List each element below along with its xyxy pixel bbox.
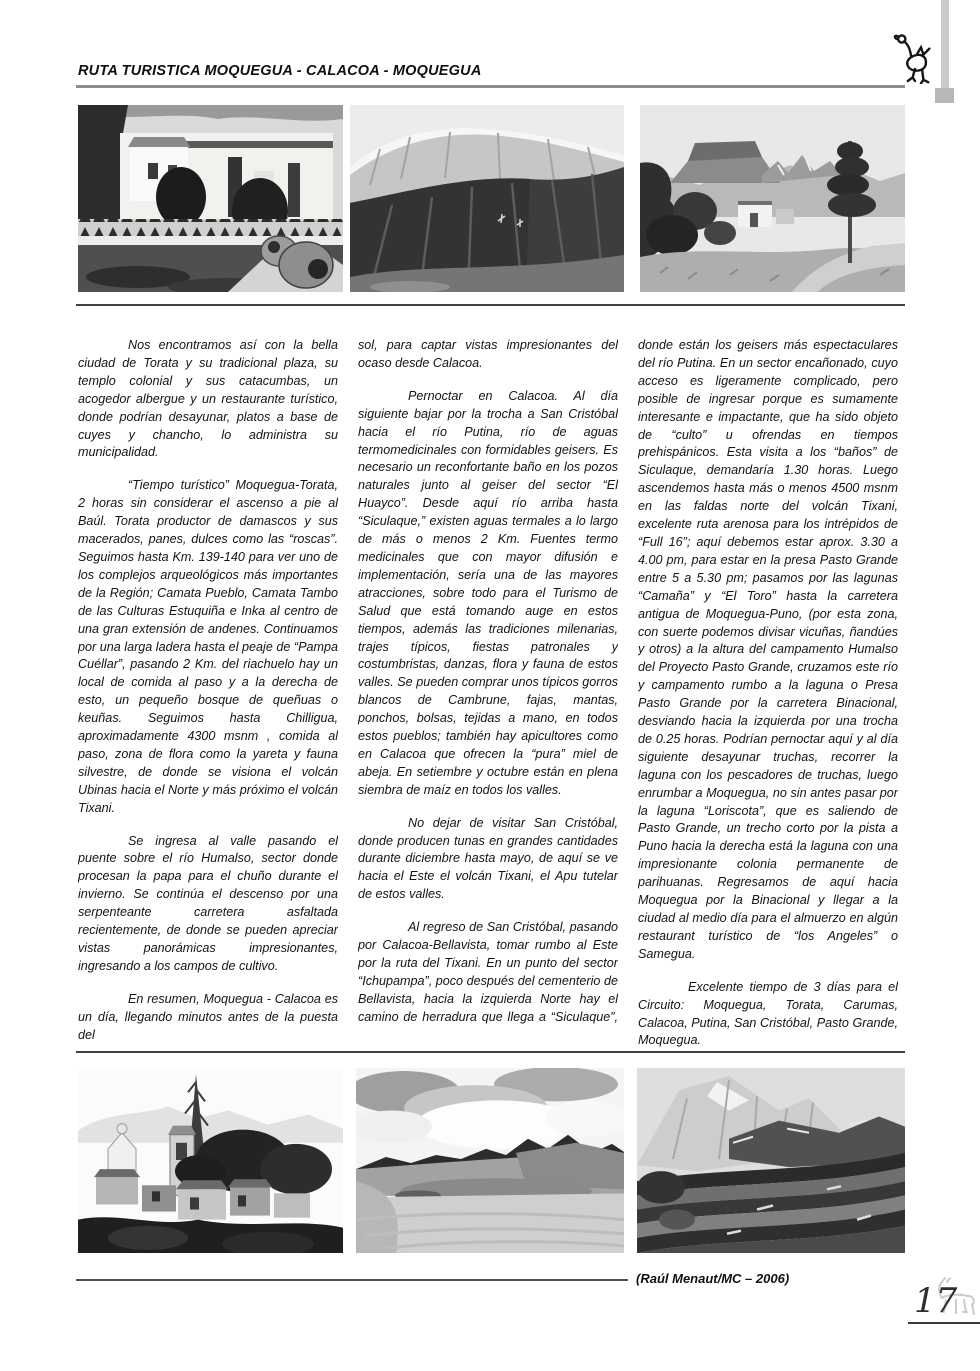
article-column-1	[78, 337, 338, 1047]
photo-valley-landscape	[640, 105, 905, 292]
photo-strip-bottom	[78, 1068, 905, 1253]
article-body	[78, 337, 902, 1047]
page-title: RUTA TURISTICA MOQUEGUA - CALACOA - MOQUEGUA	[78, 63, 482, 79]
article-column-2	[358, 337, 618, 1047]
page-number-rule	[908, 1322, 980, 1324]
photo-credit: (Raúl Menaut/MC – 2006)	[636, 1271, 790, 1286]
paragraph: En resumen, Moquegua - Calacoa es un día, llegando minutos antes de la puesta del	[78, 991, 338, 1042]
petroglyph-bird-icon	[891, 30, 939, 84]
header-rule	[76, 85, 905, 88]
bookmark-ribbon-end	[935, 88, 954, 103]
section-divider	[76, 304, 905, 306]
photo-strip-top	[78, 105, 905, 292]
paragraph: Excelente tiempo de 3 días para el Circuito: Moquegua, Torata, Carumas, Calacoa, Putina, San Cristóbal, Pasto Grande, Moquegua.	[638, 979, 898, 1047]
bookmark-ribbon	[941, 0, 949, 90]
paragraph: sol, para captar vistas impresionantes del ocaso desde Calacoa.	[358, 338, 618, 370]
paragraph: Pernoctar en Calacoa. Al día siguiente bajar por la trocha a San Cristóbal hacia el río Putina, río de aguas termomedicinales con formidables geisers. Es necesario un reconfortante baño en los pozos naturales junto al geiser del sector “El Huayco”. Desde aquí río arriba hasta “Siculaque,” existen aguas termales a lo largo de más o menos 2 Km. Fuentes termo medicinales que con mayor difusión e implementación, sería una de las mayores atracciones, sobre todo para el Turismo de Salud que está tomando auge en estos tiempos, además las tradiciones milenarias, trajes típicos, fiestas patronales y costumbristas, danzas, flora y fauna de estos valles. Se pueden comprar unos típicos gorros blancos de Cambrune, fajas, mantas, ponchos, bolsas, tejidas a mano, en todos estos pueblos; también hay apicultores como en Calacoa que ofrecen la “pura” miel de abeja. En setiembre y octubre están en plena siembra de maíz en todos los valles.	[358, 388, 618, 797]
photo-terraced-hillside	[637, 1068, 905, 1253]
paragraph: No dejar de visitar San Cristóbal, donde producen tunas en grandes cantidades durante diciembre hasta mayo, de aquí se ve hacia el Este el volcán Tixani, el Apu tutelar de estos valles.	[358, 815, 618, 902]
photo-town-plaza	[78, 105, 343, 292]
photo-andean-lagoon	[356, 1068, 624, 1253]
paragraph: donde están los geisers más espectaculares del río Putina. En un sector encañonado, cuyo acceso es ligeramente complicado, pero posible de ingresar porque es sumamente interesante e impactante, que ha sido objeto de “culto” u ofrendas en tiempos prehispánicos. Esta visita a los “baños” de Siculaque, demandaría 1.30 horas. Luego ascendemos hasta más o menos 4500 msnm en las faldas norte del volcán Tixani, excelente ruta arenosa para los intrépidos de “Full 16”; aquí debemos estar aprox. 3.30 a 4.00 pm, para estar en la presa Pasto Grande entre 5 a 5.30 pm; pasamos por las lagunas “Camaña” y “El Toro” hasta la carretera antigua de Moquegua-Puno, (por esta zona, con suerte podemos divisar vicuñas, ñandúes y otros) a la altura del campamento Humalso del Proyecto Pasto Grande, cruzamos este río y campamento rumbo a la laguna o Presa Pasto Grande por la carretera Binacional, desviando hacia la izquierda por una trocha de 0.25 horas. Podrían pernoctar aquí y al día siguiente desayunar truchas, recorrer la laguna con los pescadores de truchas, luego enrumbar a Moquegua, no sin antes pasar por la laguna “Loriscota”, que es saliendo de Pasto Grande, un trecho corto por la pista a Puno hacia la derecha está la laguna con una impresionante colonia permanente de parihuanas. Regresamos de aquí hacia Moquegua por la Binacional y llegar a la ciudad al medio día para el almuerzo en algún restaurant turístico de “los Angeles” o Samegua.	[638, 338, 898, 961]
paragraph: Al regreso de San Cristóbal, pasando por Calacoa-Bellavista, tomar rumbo al Este por la ruta del Tixani. En un punto del sector “Ichupampa”, poco después del cementerio de Bellavista, hacia la izquierda Norte hay el camino de herradura que llega a “Siculaque”,	[358, 920, 618, 1024]
credit-rule	[76, 1279, 628, 1281]
paragraph: Se ingresa al valle pasando el puente sobre el río Humalso, sector donde procesan la papa para el chuño durante el invierno. Se continúa el descenso por una serpenteante carretera asfaltada recientemente, de donde se pueden apreciar vistas panorámicas impresionantes, ingresando a los campos de cultivo.	[78, 833, 338, 973]
page-number: 17	[914, 1281, 958, 1321]
photo-village-church	[78, 1068, 343, 1253]
paragraph: Nos encontramos así con la bella ciudad de Torata y su tradicional plaza, su templo colonial y sus catacumbas, un acogedor albergue y un restaurante turístico, donde podrían desayunar, platos a base de cuyes y chancho, lo administra su municipalidad.	[78, 338, 338, 460]
section-divider	[76, 1051, 905, 1053]
paragraph: “Tiempo turístico” Moquegua-Torata, 2 horas sin considerar el ascenso a pie al Baúl. Torata productor de damascos y sus macerados, panes, dulces como las “roscas”. Seguimos hasta Km. 139-140 para ver uno de los complejos arqueológicos más importantes de la Región; Camata Pueblo, Camata Tambo de las Culturas Estuquiña e Inka al centro de una gran extensión de andenes. Continuamos por una larga ladera hasta el peaje de “Pampa Cuéllar”, pasando 2 Km. del riachuelo hay un local de comida al paso y a la derecha de esto, un pequeño bosque de queñuas o keuñas. Seguimos hasta Chilligua, aproximadamente 4300 msnm , comida al paso, zona de flora como la yareta y fauna silvestre, de donde se visiona el volcán Ubinas hacia el Norte y más próximo el volcán Tixani.	[78, 478, 338, 815]
article-column-3	[638, 337, 898, 1047]
photo-mountain-slope	[350, 105, 624, 292]
